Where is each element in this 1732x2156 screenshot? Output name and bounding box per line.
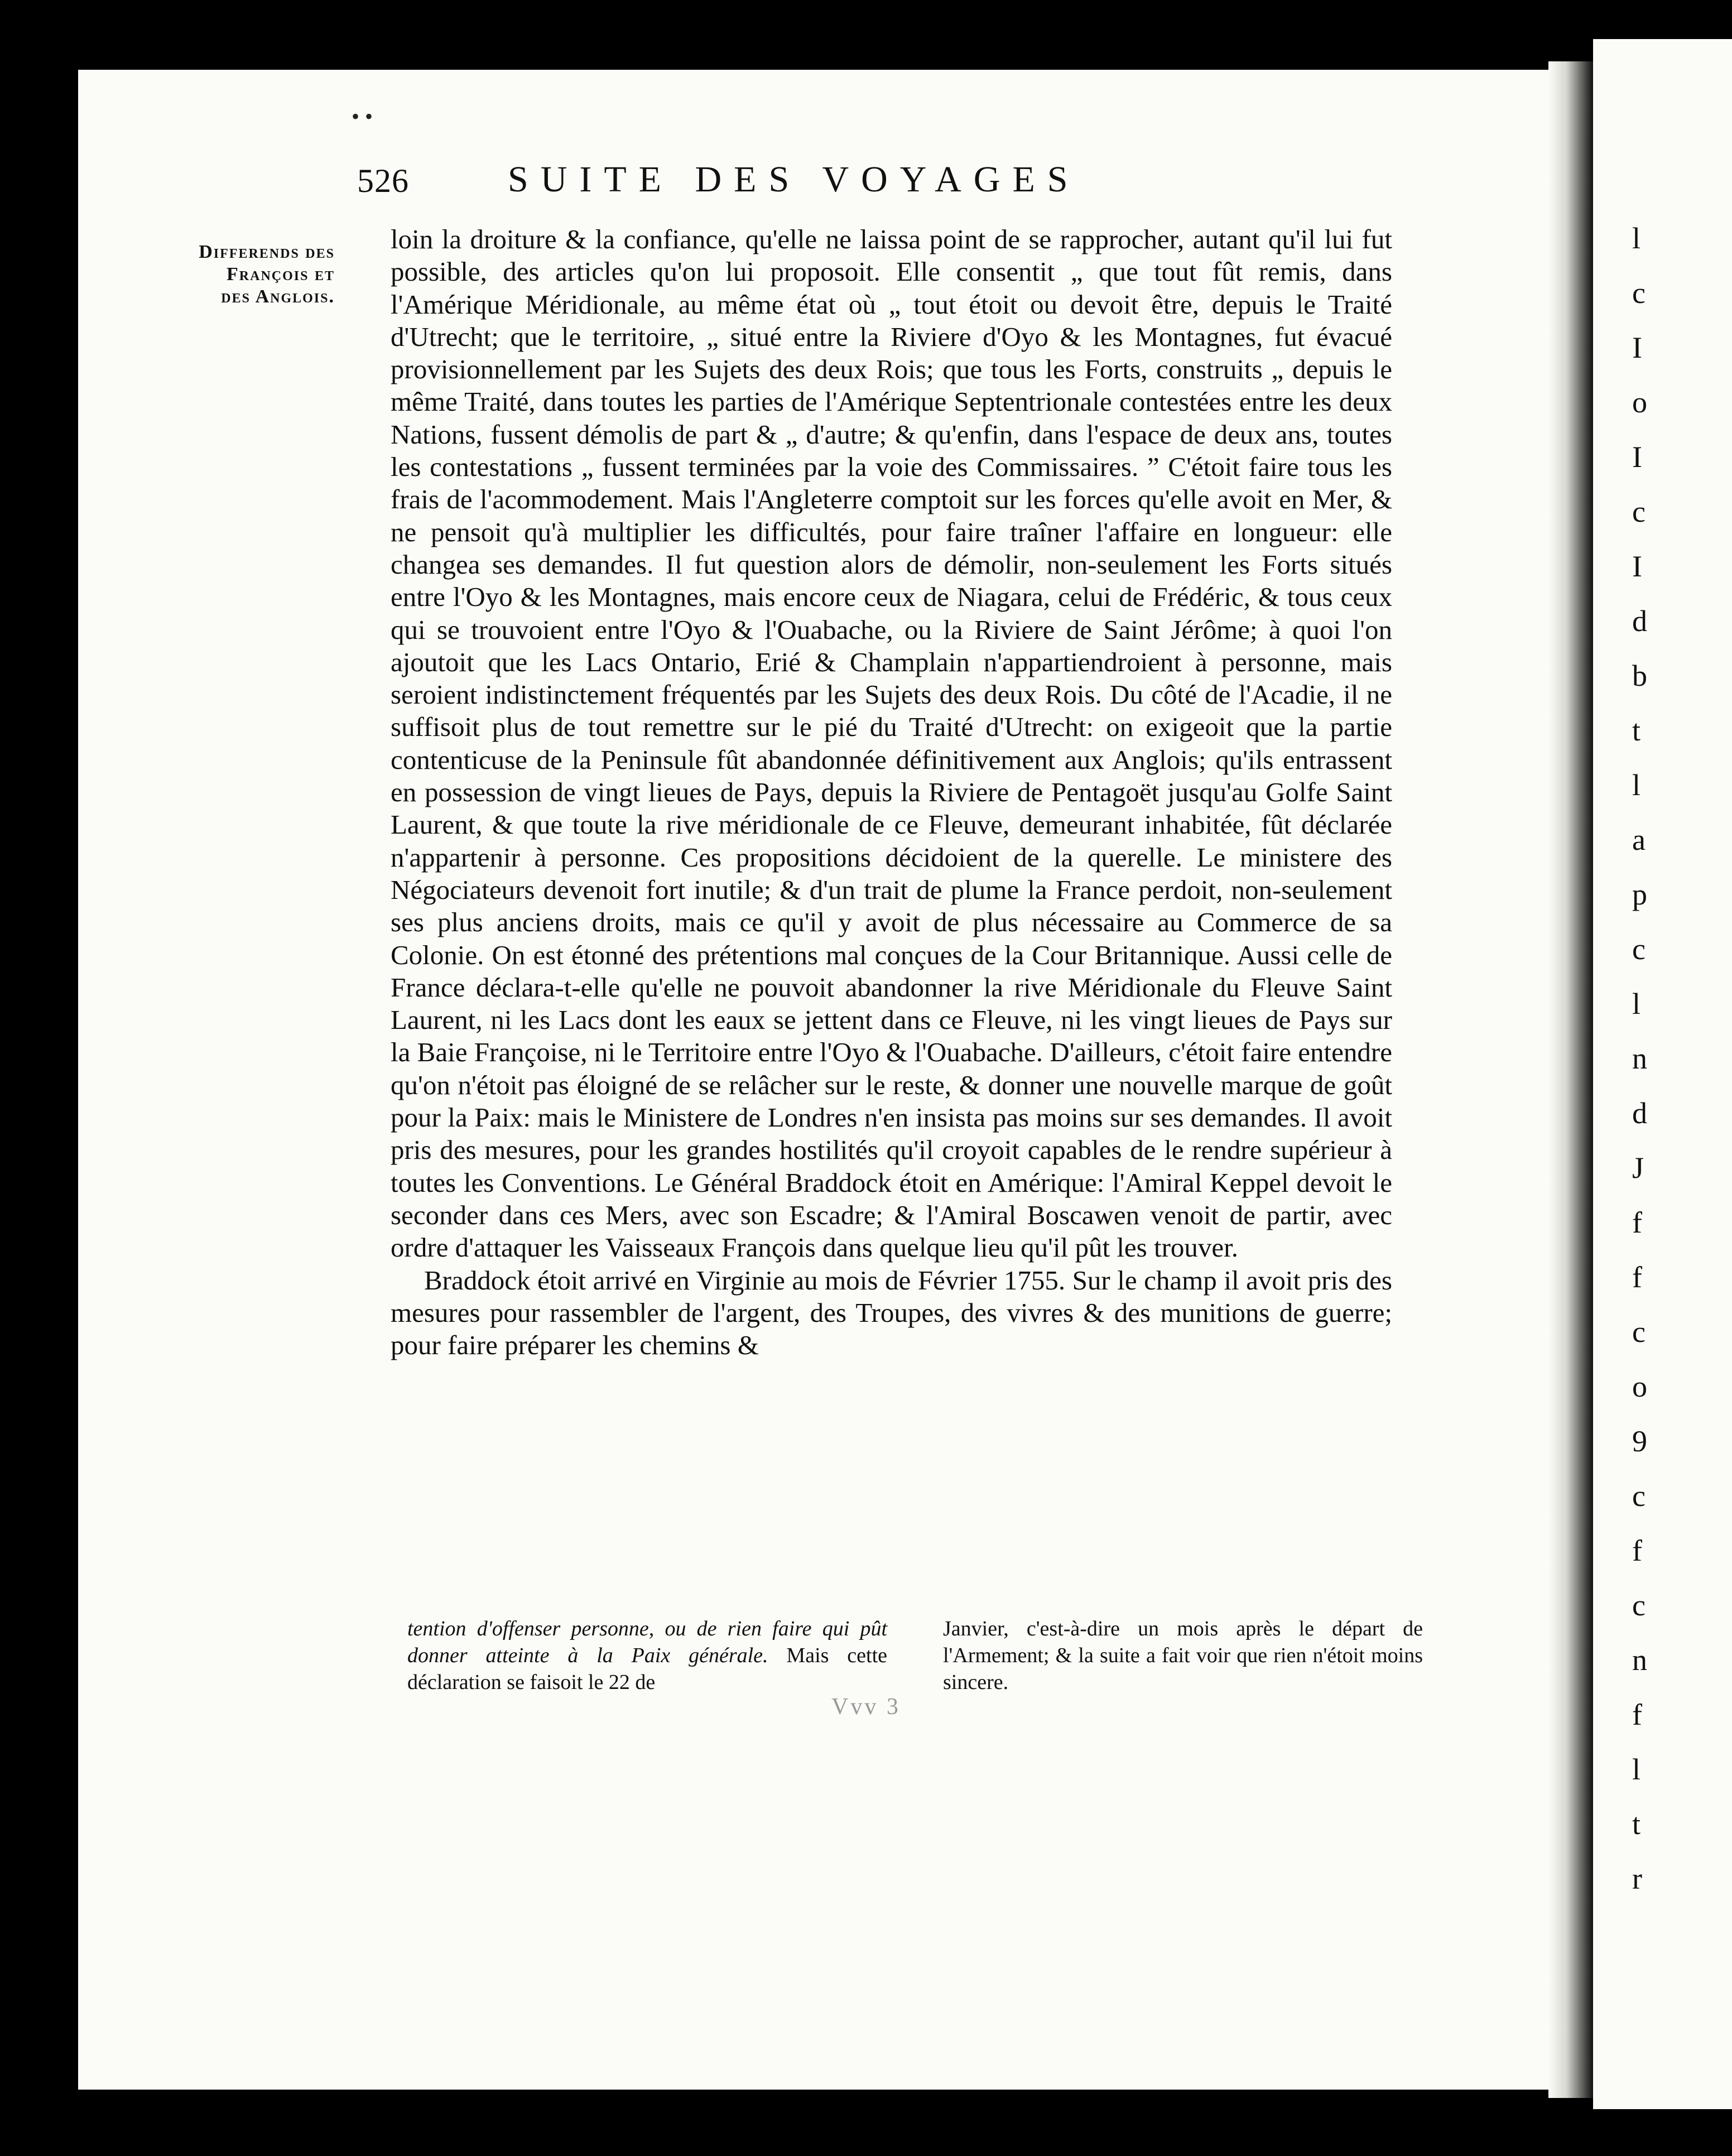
footnotes (407, 1615, 1423, 1696)
right-page-letter: J (1632, 1151, 1644, 1185)
right-page-letter: f (1632, 1260, 1642, 1294)
right-page-letter: I (1632, 440, 1642, 474)
right-page-letter: a (1632, 823, 1646, 856)
right-page-letter: t (1632, 1807, 1641, 1841)
right-page-letter: r (1632, 1862, 1642, 1895)
right-page-letter: b (1632, 659, 1647, 692)
footnote-italic-text: tention d'offenser personne, ou de rien faire qui pût donner atteinte à la Paix générale. (407, 1617, 887, 1667)
right-page-letter: f (1632, 1698, 1642, 1731)
signature-mark: Vvv 3 (831, 1694, 901, 1720)
right-page-letter: f (1632, 1206, 1642, 1239)
paragraph: Braddock étoit arrivé en Virginie au mois de Février 1755. Sur le champ il avoit pris des mesures pour rassembler de l'argent, des Troupes, des vivres & des munitions de guerre; pour faire préparer les chemins & (391, 1264, 1392, 1361)
right-page-letter: n (1632, 1042, 1647, 1075)
right-page-letter: l (1632, 987, 1641, 1021)
gutter-shadow (1548, 61, 1593, 2098)
right-page-letter: o (1632, 1370, 1647, 1403)
right-page-letter: c (1632, 276, 1646, 310)
footnote-left (407, 1615, 887, 1696)
right-page-letter: o (1632, 386, 1647, 419)
right-page-letter: I (1632, 331, 1642, 364)
right-page-letter: l (1632, 1753, 1641, 1786)
stray-mark: • • (352, 104, 373, 129)
right-page-letter: f (1632, 1534, 1642, 1567)
right-page-letter: 9 (1632, 1424, 1647, 1458)
right-page-letter: l (1632, 768, 1641, 802)
running-title: SUITE DES VOYAGES (508, 159, 1080, 200)
paragraph: loin la droiture & la confiance, qu'elle ne laissa point de se rapprocher, autant qu'il lui fut possible, des articles qu'on lui proposoit. Elle consentit „ que tout fût remis, dans l'Amérique Méridionale, au même état où „ tout étoit ou devoit être, depuis le Traité d'Utrecht; que le territoire, „ situé entre la Riviere d'Oyo & les Montagnes, fut évacué provisionnellement par les Sujets des deux Rois; que tous les Forts, construits „ depuis le même Traité, dans toutes les parties de l'Amérique Septentrionale contestées entre les deux Nations, fussent démolis de part & „ d'autre; & qu'enfin, dans l'espace de deux ans, toutes les contestations „ fussent terminées par la voie des Commissaires. ” C'étoit faire tous les frais de l'acommodement. Mais l'Angleterre comptoit sur les forces qu'elle avoit en Mer, & ne pensoit qu'à multiplier les difficultés, pour faire traîner l'affaire en longueur: elle changea ses demandes. Il fut question alors de démolir, non-seulement les Forts situés entre l'Oyo & les Montagnes, mais encore ceux de Niagara, celui de Frédéric, & tous ceux qui se trouvoient entre l'Oyo & l'Ouabache, ou la Riviere de Saint Jérôme; à quoi l'on ajoutoit que les Lacs Ontario, Erié & Champlain n'appartiendroient à personne, mais seroient indistinctement fréquentés par les Sujets des deux Rois. Du côté de l'Acadie, il ne suffisoit plus de tout remettre sur le pié du Traité d'Utrecht: on exigeoit que la partie contenticuse de la Peninsule fût abandonnée définitivement aux Anglois; qu'ils entrassent en possession de vingt lieues de Pays, depuis la Riviere de Pentagoët jusqu'au Golfe Saint Laurent, & que toute la rive méridionale de ce Fleuve, demeurant inhabitée, fût déclarée n'appartenir à personne. Ces propositions décidoient de la querelle. Le ministere des Négociateurs devenoit fort inutile; & d'un trait de plume la France perdoit, non-seulement ses plus anciens droits, mais ce qu'il y avoit de plus nécessaire au Commerce de sa Colonie. On est étonné des prétentions mal conçues de la Cour Britannique. Aussi celle de France déclara-t-elle qu'elle ne pouvoit abandonner la rive Méridionale du Fleuve Saint Laurent, ni les Lacs dont les eaux se jettent dans ce Fleuve, ni les vingt lieues de Pays sur la Baie Françoise, ni le Territoire entre l'Oyo & l'Ouabache. D'ailleurs, c'étoit faire entendre qu'on n'étoit pas éloigné de se relâcher sur le reste, & donner une nouvelle marque de goût pour la Paix: mais le Ministere de Londres n'en insista pas moins sur ses demandes. Il avoit pris des mesures, pour les grandes hostilités qu'il croyoit capables de le rendre supérieur à toutes les Conventions. Le Général Braddock étoit en Amérique: l'Amiral Keppel devoit le seconder dans ces Mers, avec son Escadre; & l'Amiral Boscawen venoit de partir, avec ordre d'attaquer les Vaisseaux François dans quelque lieu qu'il pût les trouver. (391, 224, 1392, 1263)
right-page-letter: c (1632, 495, 1646, 528)
main-text (391, 223, 1392, 1361)
right-page-fragment (1593, 39, 1732, 2109)
right-page-letter: t (1632, 714, 1641, 747)
right-page-letter: I (1632, 550, 1642, 583)
right-page-letter: c (1632, 1589, 1646, 1622)
footnote-right: Janvier, c'est-à-dire un mois après le départ de l'Armement; & la suite a fait voir que rien n'étoit moins sincere. (943, 1617, 1423, 1694)
page-header (357, 159, 1228, 206)
right-page-letter: d (1632, 604, 1647, 638)
footnote-roman-text: Mais cette déclaration se faisoit le 22 de (407, 1644, 887, 1694)
right-page-letter: c (1632, 1315, 1646, 1349)
right-page-letter: l (1632, 222, 1641, 255)
right-page-letter: c (1632, 1479, 1646, 1513)
right-page-letter: c (1632, 932, 1646, 966)
right-page-letter: n (1632, 1643, 1647, 1677)
page-number: 526 (357, 162, 409, 199)
right-page-letter: p (1632, 878, 1647, 911)
margin-note: Differends des François et des Anglois. (199, 242, 335, 307)
right-page-letter: d (1632, 1096, 1647, 1130)
